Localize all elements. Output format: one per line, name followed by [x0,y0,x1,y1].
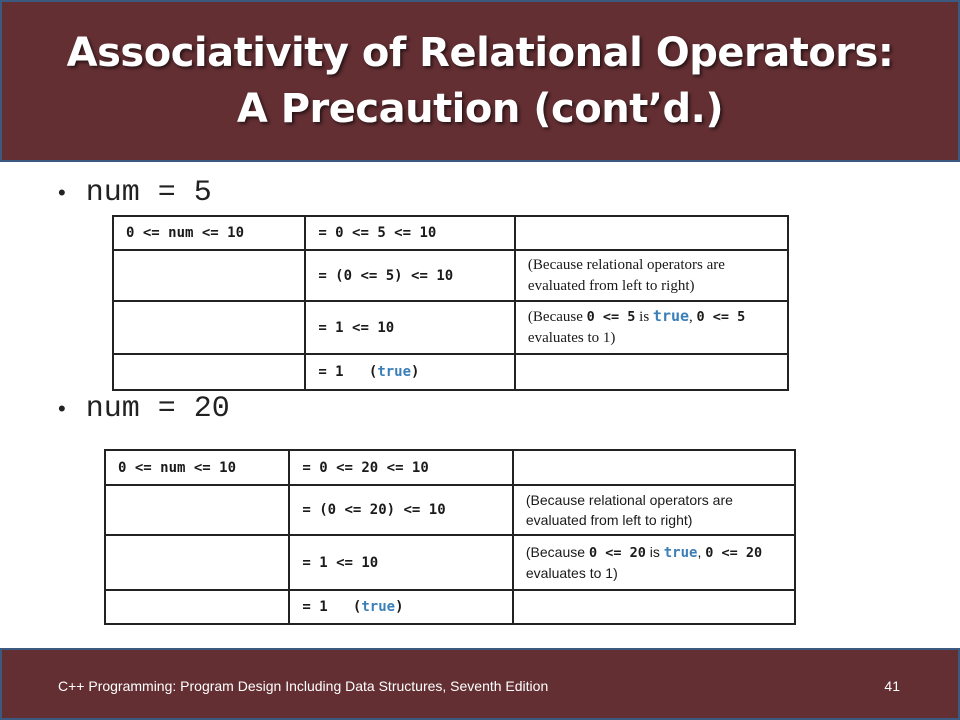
table-cell [113,354,305,390]
table-row [113,216,788,250]
table-cell [513,450,795,485]
cell-code: ) [411,364,420,380]
note-text: evaluates to 1) [527,330,616,346]
table-cell-note: (Because relational operators are evaluated from left to right) [515,250,788,301]
note-text: is [645,544,664,560]
table-row [105,485,795,535]
evaluation-table-num-20 [104,449,796,625]
table-cell: = 0 <= 20 <= 10 [289,450,513,485]
cell-code: = 1 ( [318,364,378,380]
bullet-code: num = 5 [85,176,212,210]
table-cell [513,590,795,624]
bullet-num-5 [58,176,212,210]
table-cell [113,301,305,354]
table-row [105,590,795,624]
table-cell-note [515,301,788,354]
note-text: , [697,544,706,560]
table-row [113,250,788,301]
table-cell [289,590,513,624]
table-cell [105,590,289,624]
table-row [105,450,795,485]
table-cell: 0 <= num <= 10 [113,216,305,250]
note-text: (Because [525,544,589,560]
true-keyword: true [663,545,698,561]
note-code: 0 <= 5 [696,309,746,325]
table-cell [105,535,289,590]
table-cell: = (0 <= 20) <= 10 [289,485,513,535]
table-cell: = (0 <= 5) <= 10 [305,250,515,301]
table-row [113,301,788,354]
note-text: , [689,309,697,325]
note-code: 0 <= 20 [705,545,763,561]
cell-code: ) [395,599,404,615]
table-cell [113,250,305,301]
cell-code: = 1 ( [302,599,362,615]
footer-book-title: C++ Programming: Program Design Including Data Structures, Seventh Edition [58,678,549,694]
table-cell-note: (Because relational operators are evaluated from left to right) [513,485,795,535]
slide-title-line-2: A Precaution (cont’d.) [236,86,724,132]
table-cell: = 1 <= 10 [305,301,515,354]
note-code: 0 <= 5 [586,309,636,325]
bullet-code: num = 20 [85,392,230,426]
true-keyword: true [652,307,690,325]
table-cell [305,354,515,390]
footer-bar [0,648,960,720]
table-cell [515,216,788,250]
table-row [113,354,788,390]
table-cell: = 0 <= 5 <= 10 [305,216,515,250]
table-cell: = 1 <= 10 [289,535,513,590]
title-bar [0,0,960,162]
table-cell [515,354,788,390]
table-cell [105,485,289,535]
bullet-num-20 [58,392,230,426]
table-cell-note [513,535,795,590]
slide-title-line-1: Associativity of Relational Operators: [66,30,894,76]
page-number: 41 [884,678,900,694]
bullet-dot: • [58,180,66,205]
true-keyword: true [377,364,412,380]
note-text: (Because [527,309,587,325]
table-cell: 0 <= num <= 10 [105,450,289,485]
bullet-dot: • [58,396,66,421]
table-row [105,535,795,590]
note-text: is [635,309,653,325]
note-code: 0 <= 20 [588,545,646,561]
true-keyword: true [361,599,396,615]
evaluation-table-num-5 [112,215,789,391]
note-text: evaluates to 1) [525,565,618,581]
